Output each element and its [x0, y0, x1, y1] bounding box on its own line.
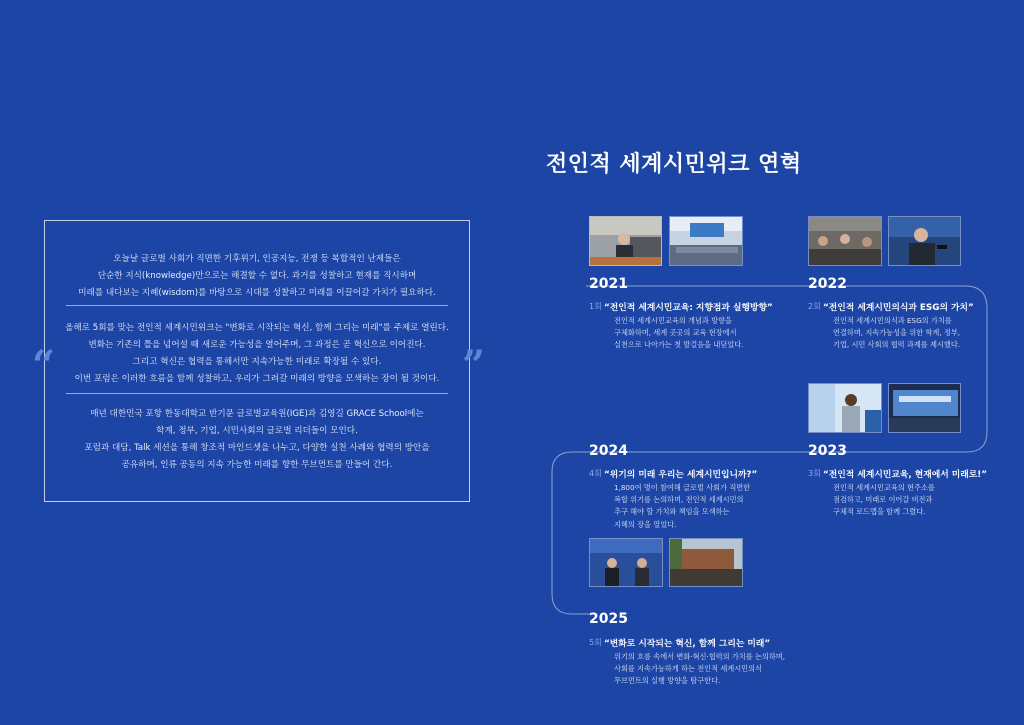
edition-2025: 5회: [589, 638, 602, 647]
photo-2023-panel: [888, 383, 961, 433]
intro-paragraph-3: 매년 대한민국 포항 한동대학교 반기문 글로벌교육원(IGE)과 김영길 GRACE School에는 학계, 정부, 기업, 시민사회의 글로벌 리더들이 모인다. 포럼과 대담, Talk 세션을 통해 창조적 마인드셋을 나누고, 다양한 실천 사례와 협력의 방안을 공유하며, 인류 공동의 지속 가능한 미래를 향한 무브먼트를 만들어 간다.: [84, 409, 430, 470]
photo-2022-conference-image: [809, 217, 882, 266]
entry-desc-2021: 전인적 세계시민교육의 개념과 방향을 구체화하며, 세계 곳곳의 교육 현장에서 실천으로 나아가는 첫 발걸음을 내딛었다.: [614, 316, 744, 350]
photo-2022-speaker: [888, 216, 961, 266]
photo-2024-talk: [589, 538, 663, 587]
edition-2021: 1회: [589, 302, 602, 311]
photo-2021-speaker: [589, 216, 662, 266]
entry-title-2023: “전인적 세계시민교육, 현재에서 미래로!”: [823, 470, 988, 480]
year-2024: 2024: [589, 443, 628, 459]
entry-desc-2025: 위기의 흐름 속에서 변화·혁신·협력의 가치를 논의하며, 사회를 지속가능하게 하는 전인적 세계시민의식 무브먼트의 실행 방향을 탐구한다.: [614, 652, 786, 686]
photo-2024-talk-image: [590, 539, 663, 587]
year-2021: 2021: [589, 276, 628, 292]
open-quote-icon: “: [32, 342, 56, 389]
photo-2021-hall-image: [670, 217, 743, 266]
entry-title-2022: “전인적 세계시민의식과 ESG의 가치”: [823, 303, 974, 313]
intro-paragraph-1: 오늘날 글로벌 사회가 직면한 기후위기, 인공지능, 전쟁 등 복합적인 난제들은 단순한 지식(knowledge)만으로는 해결할 수 없다. 과거를 성찰하고 현재를 직시하며 미래를 내다보는 지혜(wisdom)를 바탕으로 시대를 성찰하고 미래를 이끌어갈 가치가 필요하다.: [78, 254, 436, 298]
edition-2023: 3회: [808, 469, 821, 478]
photo-2022-conference: [808, 216, 882, 266]
entry-desc-2023: 전인적 세계시민교육의 현주소를 점검하고, 미래로 이어갈 비전과 구체적 로드맵을 함께 그렸다.: [833, 483, 935, 517]
entry-desc-2024: 1,800여 명이 참여해 글로벌 사회가 직면한 복합 위기를 논의하며, 전인적 세계시민의 추구 해야 할 가치와 책임을 모색하는 지혜의 장을 열었다.: [614, 483, 751, 529]
photo-2021-hall: [669, 216, 743, 266]
edition-2024: 4회: [589, 469, 602, 478]
intro-paragraph-2: 올해로 5회를 맞는 전인적 세계시민위크는 "변화로 시작되는 혁신, 함께 그리는 미래"를 주제로 열린다. 변화는 기존의 틀을 넘어설 때 새로운 가능성을 열어주며, 그 과정은 곧 혁신으로 이어진다. 그리고 혁신은 협력을 통해서만 지속가능한 미래로 확장될 수 있다. 이번 포럼은 이러한 흐름을 함께 성찰하고, 우리가 그려갈 미래의 방향을 모색하는 장이 될 것이다.: [65, 323, 449, 384]
year-2025: 2025: [589, 611, 628, 627]
photo-2024-campus-image: [670, 539, 743, 587]
photo-2022-speaker-image: [889, 217, 961, 266]
entry-title-2025: “변화로 시작되는 혁신, 함께 그리는 미래”: [604, 639, 771, 649]
year-2023: 2023: [808, 443, 847, 459]
close-quote-icon: ”: [462, 342, 486, 389]
year-2022: 2022: [808, 276, 847, 292]
photo-2021-speaker-image: [590, 217, 662, 266]
photo-2024-campus: [669, 538, 743, 587]
photo-2023-speaker: [808, 383, 882, 433]
timeline-title: 전인적 세계시민위크 연혁: [546, 152, 802, 177]
edition-2022: 2회: [808, 302, 821, 311]
entry-title-2021: “전인적 세계시민교육: 지향점과 실행방향”: [604, 303, 773, 313]
photo-2023-panel-image: [889, 384, 961, 433]
entry-title-2024: “위기의 미래 우리는 세계시민입니까?”: [604, 470, 758, 480]
entry-desc-2022: 전인적 세계시민의식과 ESG의 가치를 연결하며, 지속가능성을 위한 학계, 정부, 기업, 시민 사회의 협력 과제를 제시했다.: [833, 316, 961, 350]
photo-2023-speaker-image: [809, 384, 882, 433]
